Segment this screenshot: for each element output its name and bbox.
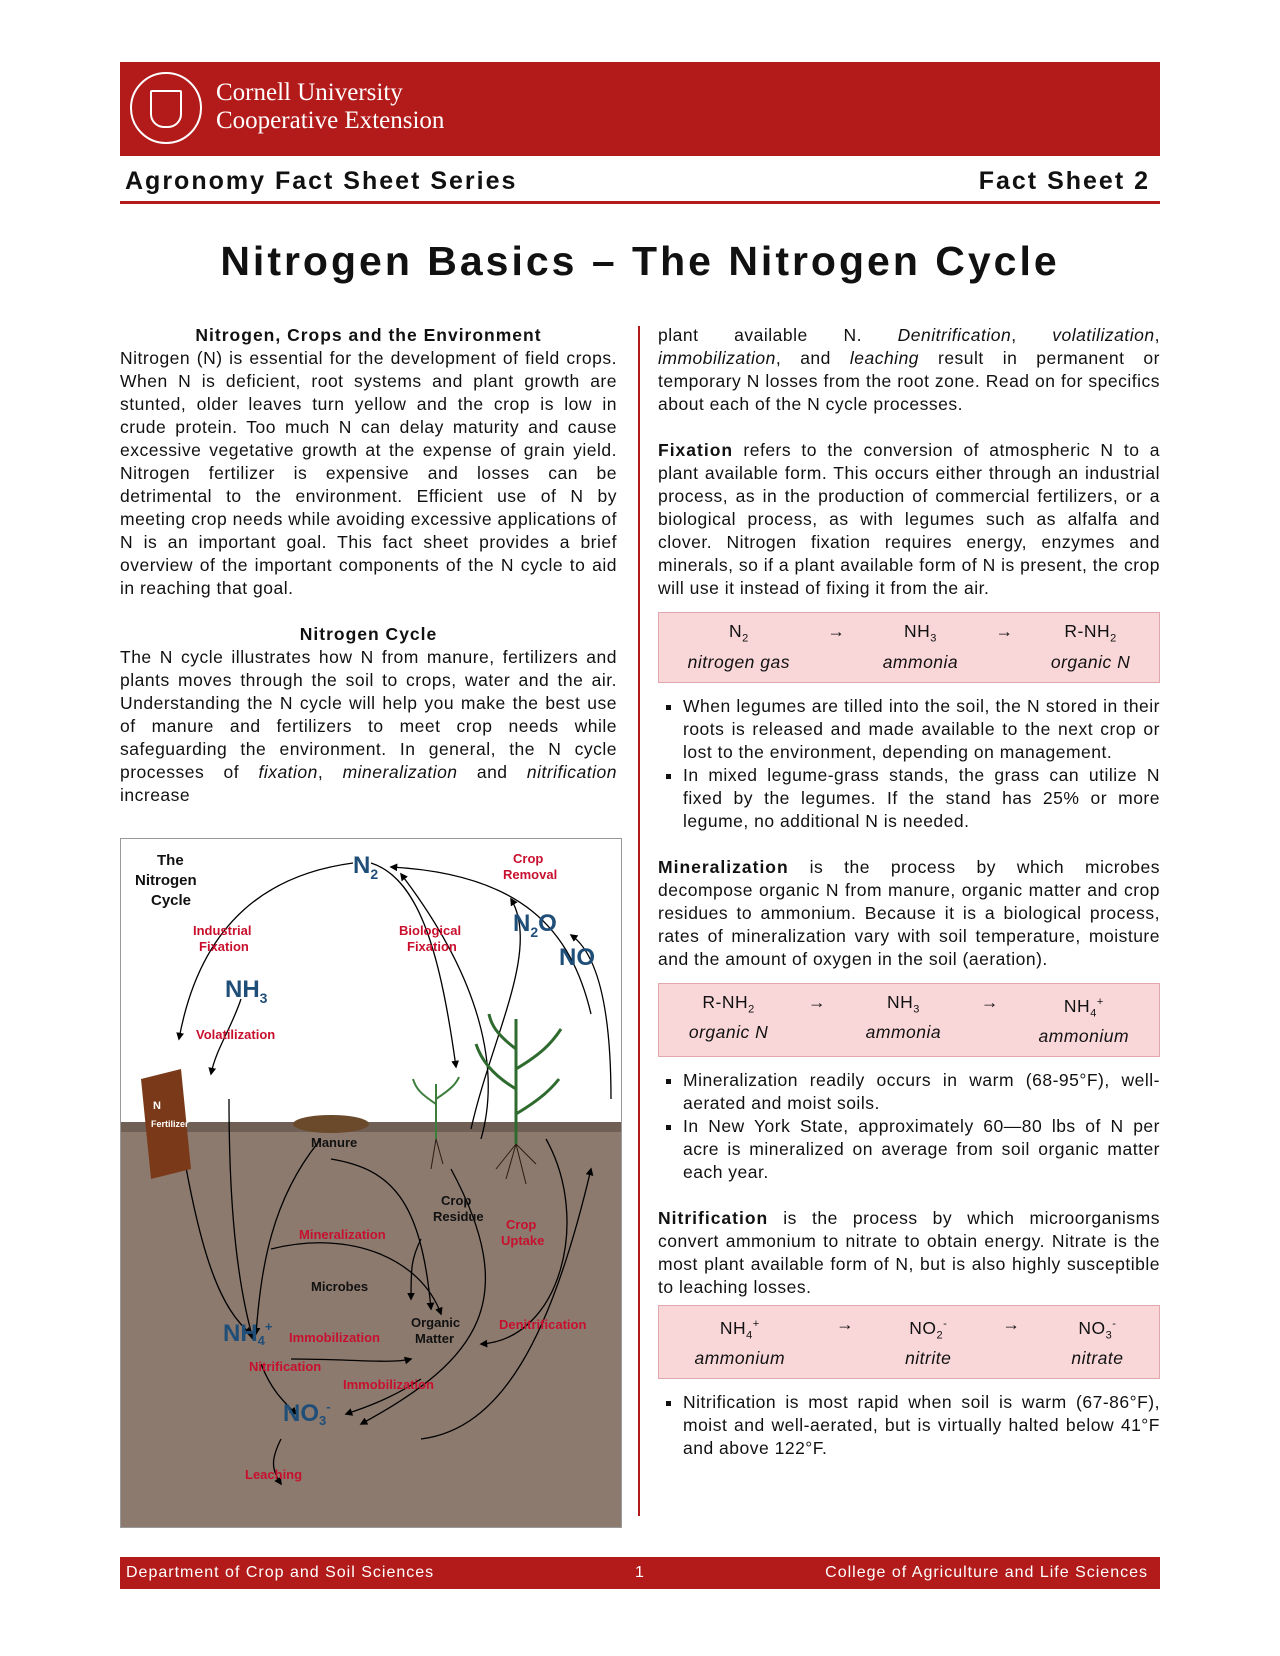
mineralization-bullets [658, 1069, 1160, 1184]
arrow-icon: → [836, 1313, 855, 1334]
series-title: Agronomy Fact Sheet Series [125, 167, 518, 195]
label-industrial-1: Industrial [193, 923, 252, 938]
diagram-title-3: Cycle [151, 892, 192, 909]
label-immobilization-1: Immobilization [289, 1330, 380, 1345]
label-volatilization: Volatilization [196, 1027, 276, 1042]
equation-box-mineralization: $R-NH_2$ organic N → $NH_3$ ammonia → $NH_4^+$ ammonium [658, 983, 1160, 1057]
paragraph-mineralization: Mineralization is the process by which microbes decompose organic N from manure, organic matter and crop residues to ammonium. Because it is a biological process, rates of mineralization vary with soil temperature, moisture and the amount of oxygen in the soil (aeration). [658, 856, 1160, 969]
label-organic-1: Organic [411, 1315, 461, 1330]
label-crop-removal-2: Removal [503, 867, 558, 882]
label-biological-1: Biological [399, 923, 462, 938]
label-n2o: $N_2O$ [513, 910, 557, 940]
list-item: ▪ When legumes are tilled into the soil, the N stored in their roots is released and made available to the next crop or lost to the environment, depending on management. [683, 695, 1160, 764]
label-mineralization: Mineralization [299, 1227, 386, 1242]
label-crop-residue-2: Residue [433, 1209, 484, 1224]
label-nitrification: Nitrification [249, 1359, 322, 1374]
list-item: ▪ In New York State, approximately 60—80 lbs of N per acre is mineralized on average from soil organic matter each year. [683, 1115, 1160, 1184]
footer-college: College of Agriculture and Life Sciences [825, 1564, 1148, 1581]
label-industrial-2: Fixation [199, 939, 249, 954]
diagram-title-1: The [157, 852, 184, 869]
paragraph-environment: Nitrogen (N) is essential for the development of field crops. When N is deficient, root systems and plant growth are stunted, older leaves turn yellow and the crop is low in crude protein. Too much N can delay maturity and cause excessive vegetative growth at the expense of grain yield. Nitrogen fertilizer is expensive and losses can be detrimental to the environment. Efficient use of N by meeting crop needs while avoiding excessive applications of N is an important goal. This fact sheet provides a brief overview of the important components of the N cycle to aid in reaching that goal. [120, 348, 617, 598]
paragraph-cycle: The N cycle illustrates how N from manure, fertilizers and plants moves through the soil to crops, water and the air. Understanding the N cycle will help you make the best use of manure and fertilizers to meet crop needs while safeguarding the environment. In general, the N cycle processes of fixation, mineralization and nitrification increase [120, 647, 617, 805]
arrow-icon: → [1002, 1313, 1021, 1334]
fertilizer-bag-label: Fertilizer [151, 1119, 189, 1129]
fertilizer-bag-label-n: N [153, 1100, 161, 1112]
label-crop-residue-1: Crop [441, 1193, 472, 1208]
arrow-icon: → [807, 991, 826, 1012]
paragraph-continued: plant available N. Denitrification, volatilization, immobilization, and leaching result in permanent or temporary N losses from the root zone. Read on for specifics about each of the N cycle processes. [658, 325, 1160, 414]
list-item: ▪ Nitrification is most rapid when soil is warm (67-86°F), moist and well-aerated, but is virtually halted below 41°F and above 122°F. [683, 1391, 1160, 1460]
diagram-title-2: Nitrogen [135, 872, 197, 889]
cornell-seal-icon [130, 72, 202, 144]
arrow-icon: → [995, 621, 1014, 641]
section-heading-environment: Nitrogen, Crops and the Environment [195, 325, 542, 345]
label-crop-uptake-2: Uptake [501, 1233, 545, 1248]
label-organic-2: Matter [415, 1331, 455, 1346]
list-item: ▪ Mineralization readily occurs in warm (68-95°F), well-aerated and moist soils. [683, 1069, 1160, 1115]
footer-bar [120, 1557, 1160, 1589]
header-banner [120, 62, 1160, 156]
label-manure: Manure [311, 1135, 358, 1150]
fixation-bullets [658, 695, 1160, 833]
label-microbes: Microbes [311, 1279, 369, 1294]
label-n2: $N_2$ [353, 852, 379, 882]
section-heading-cycle: Nitrogen Cycle [299, 624, 438, 644]
page-title: Nitrogen Basics – The Nitrogen Cycle [220, 238, 1060, 284]
label-nh4: NH4+ [223, 1319, 273, 1348]
fact-sheet-number: Fact Sheet 2 [978, 167, 1150, 195]
label-immobilization-2: Immobilization [343, 1377, 434, 1392]
label-biological-2: Fixation [407, 939, 457, 954]
university-logotype [216, 79, 444, 135]
nitrogen-cycle-svg [121, 839, 621, 1527]
right-column [658, 324, 1160, 1460]
label-nh3: $NH_3$ [225, 976, 268, 1006]
label-no: NO [559, 944, 595, 971]
page-number: 1 [635, 1564, 645, 1581]
label-crop-uptake-1: Crop [506, 1217, 537, 1232]
label-crop-removal-1: Crop [513, 851, 544, 866]
manure-pile-icon [293, 1115, 369, 1133]
list-item: ▪ In mixed legume-grass stands, the grass can utilize N fixed by the legumes. If the stand has 25% or more legume, no additional N is needed. [683, 764, 1160, 833]
nitrogen-cycle-diagram [120, 838, 622, 1528]
label-denitrification: Denitrification [499, 1317, 587, 1332]
arrow-icon: → [827, 621, 846, 641]
university-name: Cornell University [216, 79, 403, 106]
arrow-icon: → [980, 991, 999, 1012]
label-no3: NO3- [283, 1399, 331, 1428]
footer-department: Department of Crop and Soil Sciences [126, 1564, 435, 1581]
equation-box-nitrification: $NH_4^+$ ammonium → $NO_2^-$ nitrite → $NO_3^-$ nitrate [658, 1305, 1160, 1379]
label-leaching: Leaching [245, 1467, 303, 1482]
column-divider [638, 326, 640, 1516]
extension-name: Cooperative Extension [216, 107, 445, 134]
nitrification-bullets [658, 1391, 1160, 1460]
series-bar [120, 163, 1160, 204]
paragraph-nitrification: Nitrification is the process by which microorganisms convert ammonium to nitrate to obtain energy. Nitrate is the most plant available form of N, but is also highly susceptible to leaching losses. [658, 1207, 1160, 1297]
paragraph-fixation: Fixation refers to the conversion of atmospheric N to a plant available form. This occurs either through an industrial process, as in the production of commercial fertilizers, or a biological process, as with legumes such as alfalfa and clover. Nitrogen fixation requires energy, enzymes and minerals, so if a plant available form of N is present, the crop will use it instead of fixing it from the air. [658, 440, 1160, 598]
left-column [120, 324, 617, 807]
equation-box-fixation: $N_2$ nitrogen gas → $NH_3$ ammonia → $R-NH_2$ organic N [658, 612, 1160, 683]
